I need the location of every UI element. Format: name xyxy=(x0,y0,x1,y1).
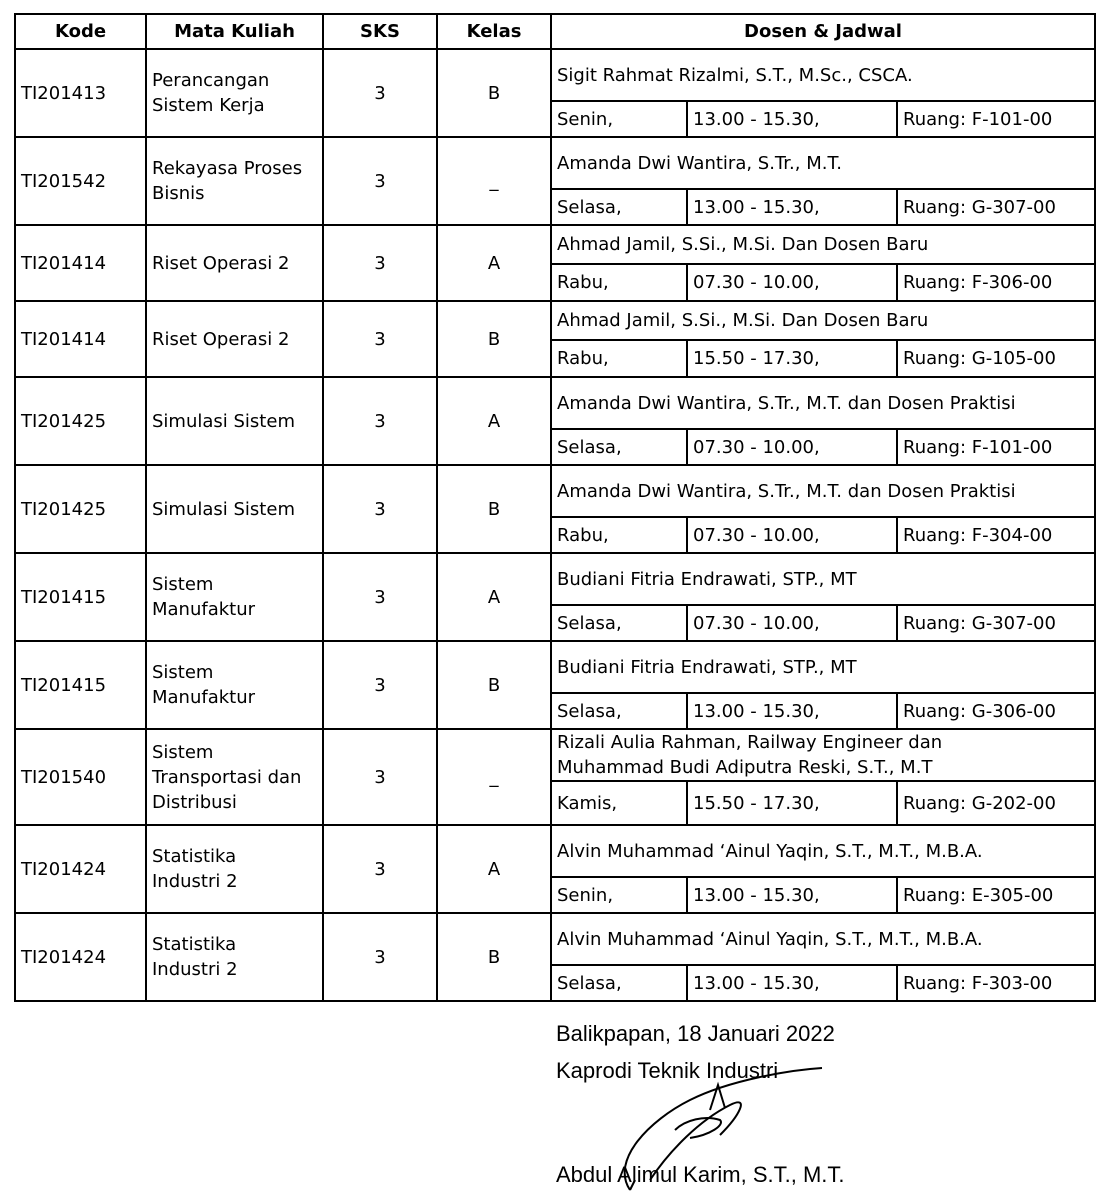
mata-kuliah-line: Manufaktur xyxy=(152,599,256,620)
cell-ruang: Ruang: G-307-00 xyxy=(897,189,1095,225)
mata-kuliah-line: Sistem xyxy=(152,741,214,763)
mata-kuliah-line: Simulasi Sistem xyxy=(152,410,295,432)
table-row xyxy=(15,825,1095,877)
mata-kuliah-line: Riset Operasi 2 xyxy=(152,252,290,274)
cell-dosen xyxy=(551,465,1095,517)
cell-sks: 3 xyxy=(323,825,437,913)
cell-dosen xyxy=(551,913,1095,965)
dosen-line: Alvin Muhammad ‘Ainul Yaqin, S.T., M.T., M.B.A. xyxy=(557,928,983,950)
cell-ruang: Ruang: F-306-00 xyxy=(897,264,1095,301)
cell-ruang: Ruang: E-305-00 xyxy=(897,877,1095,913)
cell-dosen xyxy=(551,729,1095,781)
header-row xyxy=(15,14,1095,49)
header-kode: Kode xyxy=(15,14,146,49)
signer-name: Abdul Alimul Karim, S.T., M.T. xyxy=(556,1162,845,1187)
cell-kelas: B xyxy=(437,641,551,729)
table-row xyxy=(15,641,1095,693)
mata-kuliah-line: Rekayasa Proses xyxy=(152,158,303,179)
cell-kelas: B xyxy=(437,301,551,377)
schedule-table xyxy=(14,13,1096,1002)
table-row xyxy=(15,465,1095,517)
cell-mata-kuliah xyxy=(146,137,323,225)
cell-kode: TI201425 xyxy=(15,465,146,553)
cell-kode: TI201425 xyxy=(15,377,146,465)
mata-kuliah-line: Statistika xyxy=(152,846,237,867)
dosen-line: Ahmad Jamil, S.Si., M.Si. Dan Dosen Baru xyxy=(557,310,929,331)
cell-kode: TI201424 xyxy=(15,913,146,1001)
cell-dosen xyxy=(551,225,1095,264)
cell-dosen xyxy=(551,641,1095,693)
cell-jam: 07.30 - 10.00, xyxy=(687,517,897,553)
cell-ruang: Ruang: G-306-00 xyxy=(897,693,1095,729)
cell-sks: 3 xyxy=(323,553,437,641)
cell-sks: 3 xyxy=(323,137,437,225)
cell-dosen xyxy=(551,49,1095,101)
cell-hari: Rabu, xyxy=(551,340,687,377)
cell-mata-kuliah xyxy=(146,729,323,825)
cell-sks: 3 xyxy=(323,377,437,465)
cell-hari: Selasa, xyxy=(551,429,687,465)
cell-kode: TI201413 xyxy=(15,49,146,137)
table-row xyxy=(15,301,1095,340)
cell-jam: 07.30 - 10.00, xyxy=(687,429,897,465)
mata-kuliah-line: Statistika xyxy=(152,934,237,955)
cell-dosen xyxy=(551,301,1095,340)
cell-kode: TI201414 xyxy=(15,301,146,377)
cell-sks: 3 xyxy=(323,729,437,825)
table-row xyxy=(15,49,1095,101)
cell-kelas: B xyxy=(437,49,551,137)
cell-dosen xyxy=(551,825,1095,877)
cell-jam: 13.00 - 15.30, xyxy=(687,693,897,729)
mata-kuliah-line: Manufaktur xyxy=(152,687,256,708)
mata-kuliah-line: Distribusi xyxy=(152,791,237,813)
cell-dosen xyxy=(551,137,1095,189)
dosen-line: Budiani Fitria Endrawati, STP., MT xyxy=(557,568,857,590)
cell-mata-kuliah xyxy=(146,913,323,1001)
cell-ruang: Ruang: G-307-00 xyxy=(897,605,1095,641)
mata-kuliah-line: Sistem xyxy=(152,662,214,683)
dosen-line: Ahmad Jamil, S.Si., M.Si. Dan Dosen Baru xyxy=(557,234,929,255)
cell-hari: Selasa, xyxy=(551,605,687,641)
header-dosen-jadwal: Dosen & Jadwal xyxy=(551,14,1095,49)
cell-sks: 3 xyxy=(323,49,437,137)
cell-kode: TI201415 xyxy=(15,641,146,729)
dosen-line: Amanda Dwi Wantira, S.Tr., M.T. dan Dosen Praktisi xyxy=(557,392,1016,414)
signer-position: Kaprodi Teknik Industri xyxy=(556,1058,779,1083)
cell-ruang: Ruang: F-303-00 xyxy=(897,965,1095,1001)
cell-jam: 13.00 - 15.30, xyxy=(687,101,897,137)
cell-jam: 15.50 - 17.30, xyxy=(687,340,897,377)
cell-mata-kuliah xyxy=(146,49,323,137)
cell-ruang: Ruang: F-101-00 xyxy=(897,101,1095,137)
dosen-line: Alvin Muhammad ‘Ainul Yaqin, S.T., M.T., M.B.A. xyxy=(557,840,983,862)
place-date: Balikpapan, 18 Januari 2022 xyxy=(556,1021,835,1046)
cell-ruang: Ruang: F-304-00 xyxy=(897,517,1095,553)
cell-kode: TI201424 xyxy=(15,825,146,913)
cell-kelas: _ xyxy=(437,729,551,825)
cell-dosen xyxy=(551,377,1095,429)
cell-kelas: _ xyxy=(437,137,551,225)
header-sks: SKS xyxy=(323,14,437,49)
cell-kelas: A xyxy=(437,553,551,641)
table-row xyxy=(15,913,1095,965)
cell-mata-kuliah xyxy=(146,553,323,641)
mata-kuliah-line: Simulasi Sistem xyxy=(152,498,295,520)
dosen-line: Sigit Rahmat Rizalmi, S.T., M.Sc., CSCA. xyxy=(557,64,913,86)
table-row xyxy=(15,377,1095,429)
cell-kelas: B xyxy=(437,913,551,1001)
table-row xyxy=(15,137,1095,189)
cell-jam: 07.30 - 10.00, xyxy=(687,264,897,301)
cell-ruang: Ruang: G-202-00 xyxy=(897,781,1095,825)
cell-hari: Senin, xyxy=(551,101,687,137)
cell-sks: 3 xyxy=(323,641,437,729)
mata-kuliah-line: Perancangan xyxy=(152,70,270,91)
cell-mata-kuliah xyxy=(146,825,323,913)
mata-kuliah-line: Sistem xyxy=(152,574,214,595)
cell-kelas: A xyxy=(437,825,551,913)
cell-mata-kuliah xyxy=(146,225,323,301)
cell-hari: Rabu, xyxy=(551,517,687,553)
cell-kode: TI201542 xyxy=(15,137,146,225)
cell-hari: Rabu, xyxy=(551,264,687,301)
cell-mata-kuliah xyxy=(146,377,323,465)
dosen-line: Muhammad Budi Adiputra Reski, S.T., M.T xyxy=(557,757,933,778)
cell-sks: 3 xyxy=(323,225,437,301)
table-row xyxy=(15,225,1095,264)
cell-ruang: Ruang: G-105-00 xyxy=(897,340,1095,377)
mata-kuliah-line: Transportasi dan xyxy=(152,766,302,788)
cell-mata-kuliah xyxy=(146,465,323,553)
cell-kelas: B xyxy=(437,465,551,553)
cell-hari: Selasa, xyxy=(551,965,687,1001)
cell-hari: Kamis, xyxy=(551,781,687,825)
mata-kuliah-line: Industri 2 xyxy=(152,959,238,980)
cell-kelas: A xyxy=(437,225,551,301)
cell-hari: Selasa, xyxy=(551,693,687,729)
cell-sks: 3 xyxy=(323,465,437,553)
cell-jam: 13.00 - 15.30, xyxy=(687,189,897,225)
table-row xyxy=(15,553,1095,605)
cell-jam: 07.30 - 10.00, xyxy=(687,605,897,641)
cell-ruang: Ruang: F-101-00 xyxy=(897,429,1095,465)
mata-kuliah-line: Sistem Kerja xyxy=(152,95,265,116)
dosen-line: Amanda Dwi Wantira, S.Tr., M.T. xyxy=(557,152,843,174)
cell-sks: 3 xyxy=(323,301,437,377)
cell-kode: TI201540 xyxy=(15,729,146,825)
cell-kode: TI201414 xyxy=(15,225,146,301)
cell-mata-kuliah xyxy=(146,301,323,377)
cell-jam: 13.00 - 15.30, xyxy=(687,877,897,913)
dosen-line: Rizali Aulia Rahman, Railway Engineer dan xyxy=(557,732,943,753)
cell-kelas: A xyxy=(437,377,551,465)
dosen-line: Amanda Dwi Wantira, S.Tr., M.T. dan Dosen Praktisi xyxy=(557,480,1016,502)
cell-mata-kuliah xyxy=(146,641,323,729)
mata-kuliah-line: Industri 2 xyxy=(152,871,238,892)
cell-kode: TI201415 xyxy=(15,553,146,641)
dosen-line: Budiani Fitria Endrawati, STP., MT xyxy=(557,656,857,678)
table-row xyxy=(15,729,1095,781)
cell-hari: Selasa, xyxy=(551,189,687,225)
cell-jam: 13.00 - 15.30, xyxy=(687,965,897,1001)
cell-jam: 15.50 - 17.30, xyxy=(687,781,897,825)
cell-dosen xyxy=(551,553,1095,605)
cell-hari: Senin, xyxy=(551,877,687,913)
cell-sks: 3 xyxy=(323,913,437,1001)
mata-kuliah-line: Bisnis xyxy=(152,183,205,204)
mata-kuliah-line: Riset Operasi 2 xyxy=(152,328,290,350)
header-kelas: Kelas xyxy=(437,14,551,49)
header-mata-kuliah: Mata Kuliah xyxy=(146,14,323,49)
